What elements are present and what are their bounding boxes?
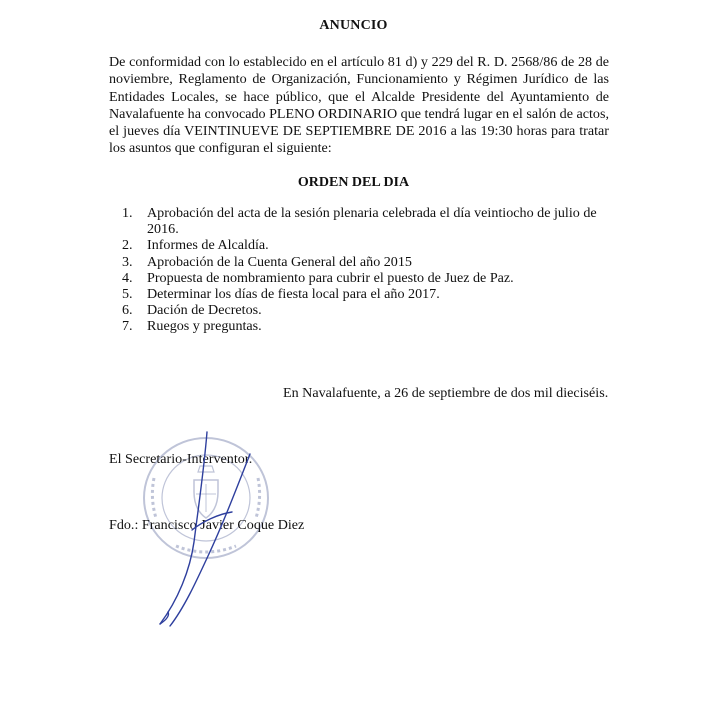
agenda-list xyxy=(122,205,622,335)
agenda-item xyxy=(122,302,622,318)
handwritten-signature xyxy=(140,430,280,630)
agenda-item-number: 2. xyxy=(122,237,133,254)
agenda-item-number: 7. xyxy=(122,318,133,335)
agenda-item-number: 6. xyxy=(122,302,133,319)
agenda-item-number: 5. xyxy=(122,286,133,303)
document-title: ANUNCIO xyxy=(319,18,388,33)
agenda-item xyxy=(122,237,622,253)
agenda-item-number: 3. xyxy=(122,253,133,270)
agenda-item-text: Propuesta de nombramiento para cubrir el puesto de Juez de Paz. xyxy=(147,269,514,286)
agenda-item-text: Ruegos y preguntas. xyxy=(147,318,262,335)
agenda-item-text: Informes de Alcaldía. xyxy=(147,237,269,254)
agenda-item-number: 4. xyxy=(122,269,133,286)
agenda-item-text: Aprobación de la Cuenta General del año 2015 xyxy=(147,253,412,270)
agenda-item xyxy=(122,318,622,334)
agenda-item-number: 1. xyxy=(122,205,133,221)
agenda-item-text: Aprobación del acta de la sesión plenaria celebrada el día veintiocho de julio de 2016. xyxy=(147,205,597,238)
agenda-item-text: Dación de Decretos. xyxy=(147,302,262,319)
place-date-line: En Navalafuente, a 26 de septiembre de dos mil dieciséis. xyxy=(283,385,609,401)
agenda-item xyxy=(122,270,622,286)
intro-paragraph: De conformidad con lo establecido en el artículo 81 d) y 229 del R. D. 2568/86 de 28 de noviembre, Reglamento de Organización, Funcionamiento y Régimen Jurídico de las Entidades Locales, se hace público, que el Alcalde Presidente del Ayuntamiento de Navalafuente ha convocado PLENO ORDINARIO que tendrá lugar en el salón de actos, el jueves día VEINTINUEVE DE SEPTIEMBRE DE 2016 a las 19:30 horas para tratar los asuntos que configuran el siguiente: xyxy=(109,54,609,157)
signatory-role: El Secretario-Interventor. xyxy=(109,451,253,467)
agenda-item xyxy=(122,205,622,237)
signatory-name: Fdo.: Francisco Javier Coque Diez xyxy=(109,517,305,533)
agenda-heading: ORDEN DEL DIA xyxy=(297,175,410,190)
agenda-item xyxy=(122,286,622,302)
agenda-item xyxy=(122,254,622,270)
agenda-item-text: Determinar los días de fiesta local para el año 2017. xyxy=(147,286,440,303)
